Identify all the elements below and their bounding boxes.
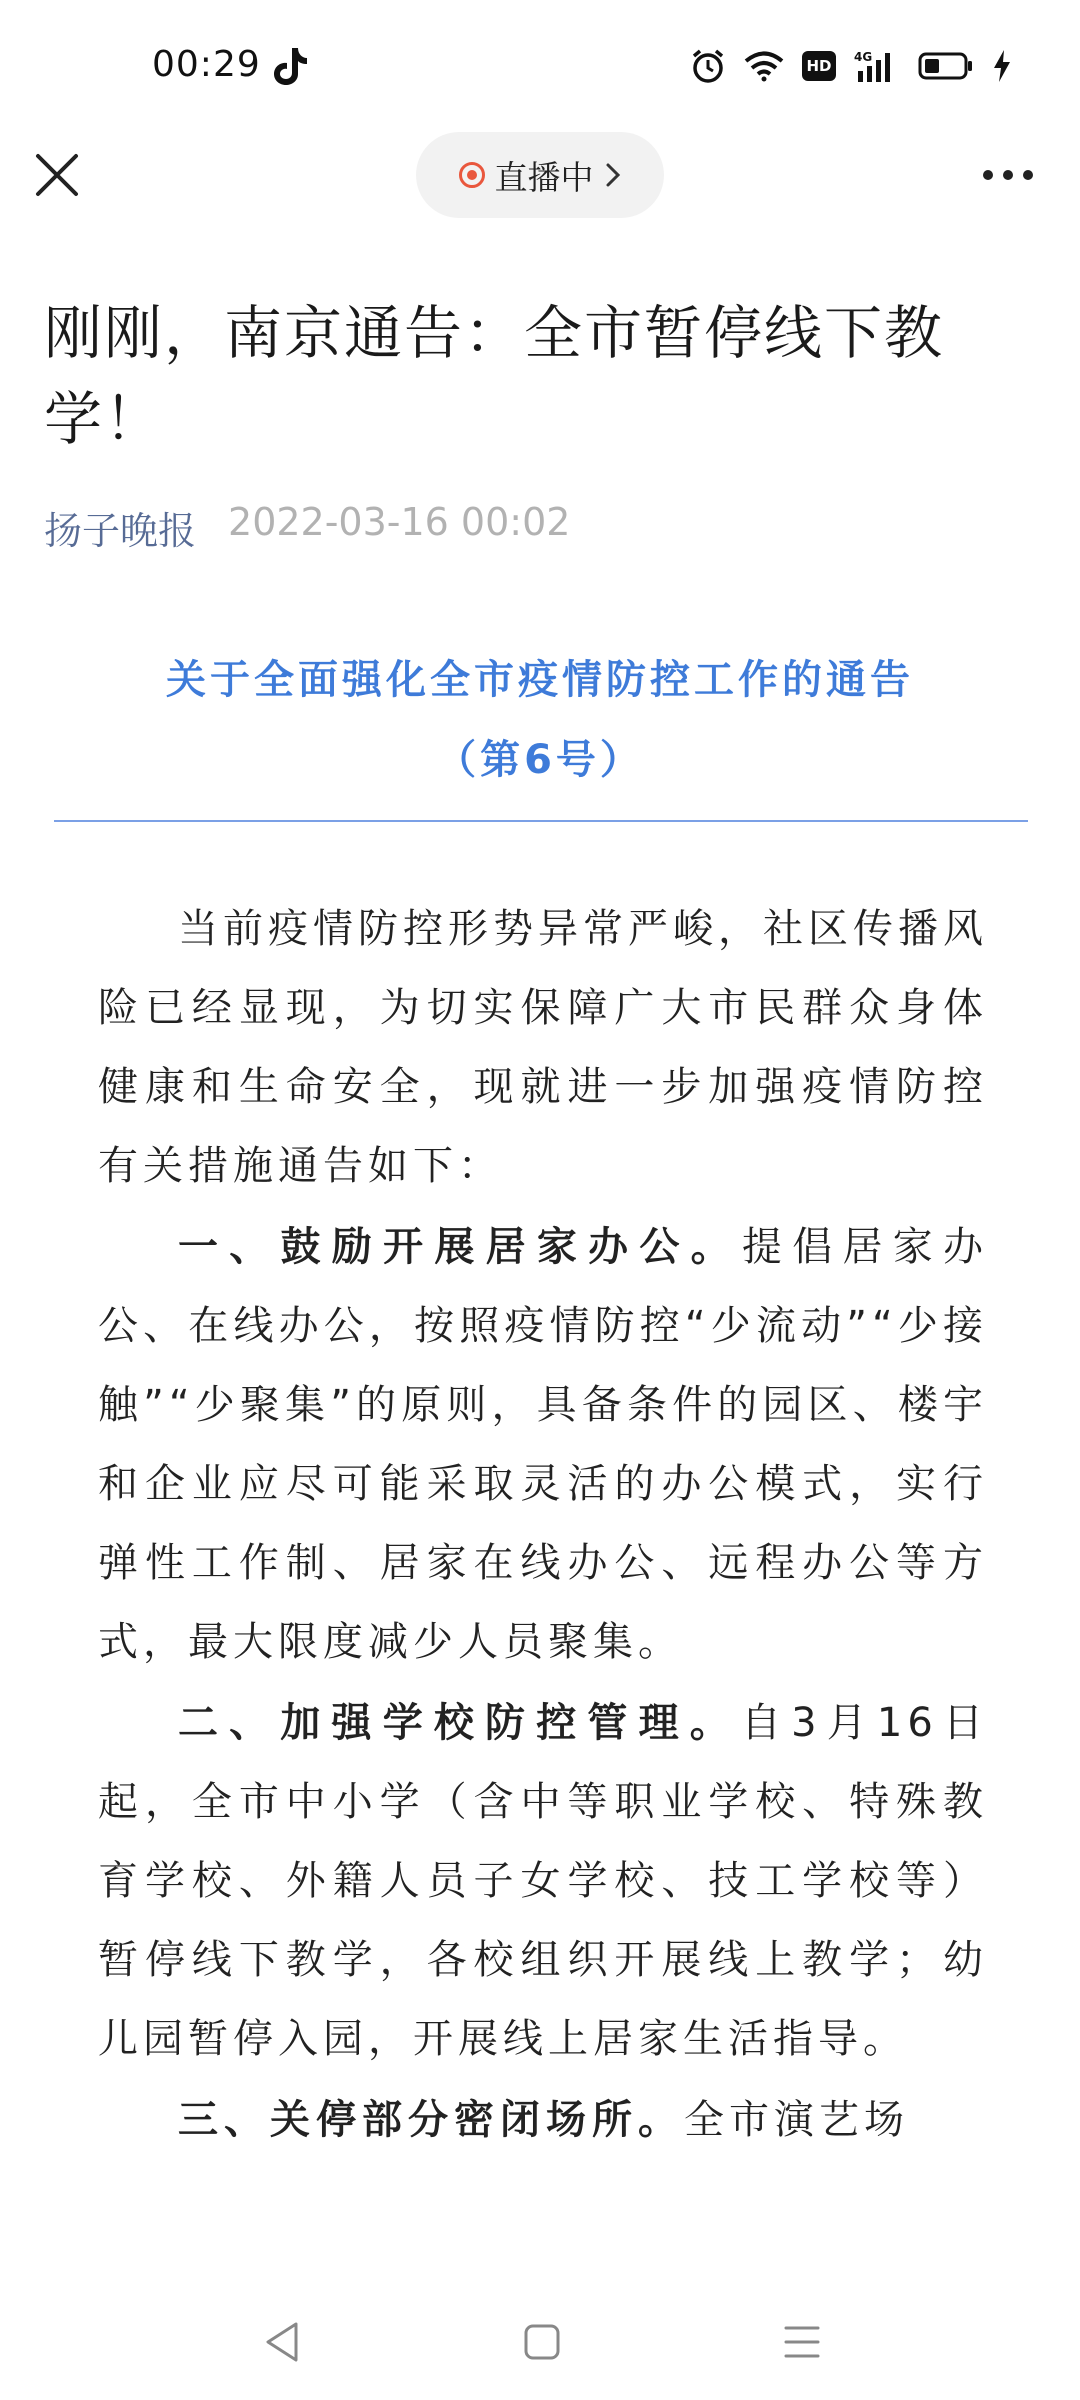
notice-title-line1: 关于全面强化全市疫情防控工作的通告 — [166, 657, 914, 703]
section-heading: 二、加强学校防控管理。 — [178, 1700, 741, 1746]
publish-date: 2022-03-16 00:02 — [228, 500, 571, 544]
live-indicator-icon — [459, 162, 485, 188]
menu-icon[interactable] — [782, 2320, 822, 2364]
svg-text:4G: 4G — [854, 50, 873, 64]
more-icon[interactable] — [980, 158, 1036, 192]
paragraph-intro — [98, 890, 988, 1206]
status-time: 00:29 — [152, 44, 261, 85]
signal-4g-icon — [854, 49, 900, 83]
notice-title — [90, 640, 990, 800]
nav-bar — [0, 130, 1080, 220]
charging-icon — [992, 49, 1012, 83]
live-button[interactable] — [416, 132, 664, 218]
paragraph-section-2 — [98, 1684, 988, 2079]
status-icons — [690, 48, 1012, 84]
notice-title-line2: （第6号） — [436, 737, 644, 783]
system-nav-bar — [0, 2290, 1080, 2400]
article-meta — [44, 500, 570, 555]
tiktok-icon — [272, 46, 308, 86]
alarm-icon — [690, 48, 726, 84]
paragraph-section-1 — [98, 1208, 988, 1682]
article-title: 刚刚，南京通告：全市暂停线下教学！ — [44, 299, 945, 453]
section-heading: 三、关停部分密闭场所。 — [178, 2097, 684, 2143]
paragraph-text: 当前疫情防控形势异常严峻，社区传播风险已经显现，为切实保障广大市民群众身体健康和生命安全，现就进一步加强疫情防控有关措施通告如下： — [98, 906, 988, 1189]
paragraph-text: 提倡居家办公、在线办公，按照疫情防控“少流动”“少接触”“少聚集”的原则，具备条件的园区、楼宇和企业应尽可能采取灵活的办公模式，实行弹性工作制、居家在线办公、远程办公等方式，最大限度减少人员聚集。 — [98, 1224, 989, 1665]
chevron-right-icon — [604, 161, 622, 189]
article-body — [98, 890, 988, 2162]
paragraph-text: 自3月16日起，全市中小学（含中等职业学校、特殊教育学校、外籍人员子女学校、技工学校等）暂停线下教学，各校组织开展线上教学；幼儿园暂停入园，开展线上居家生活指导。 — [98, 1700, 988, 2062]
paragraph-section-3 — [98, 2081, 988, 2160]
status-bar — [0, 0, 1080, 130]
notice-divider — [54, 820, 1028, 822]
wifi-icon — [744, 50, 784, 82]
live-label: 直播中 — [494, 157, 594, 197]
section-heading: 一、鼓励开展居家办公。 — [178, 1224, 742, 1270]
battery-icon — [918, 51, 974, 81]
close-icon[interactable] — [30, 148, 84, 202]
author-link[interactable]: 扬子晚报 — [44, 509, 197, 553]
hd-icon: HD — [802, 51, 836, 81]
home-icon[interactable] — [522, 2320, 562, 2364]
back-icon[interactable] — [262, 2320, 302, 2364]
paragraph-text: 全市演艺场 — [684, 2097, 909, 2143]
